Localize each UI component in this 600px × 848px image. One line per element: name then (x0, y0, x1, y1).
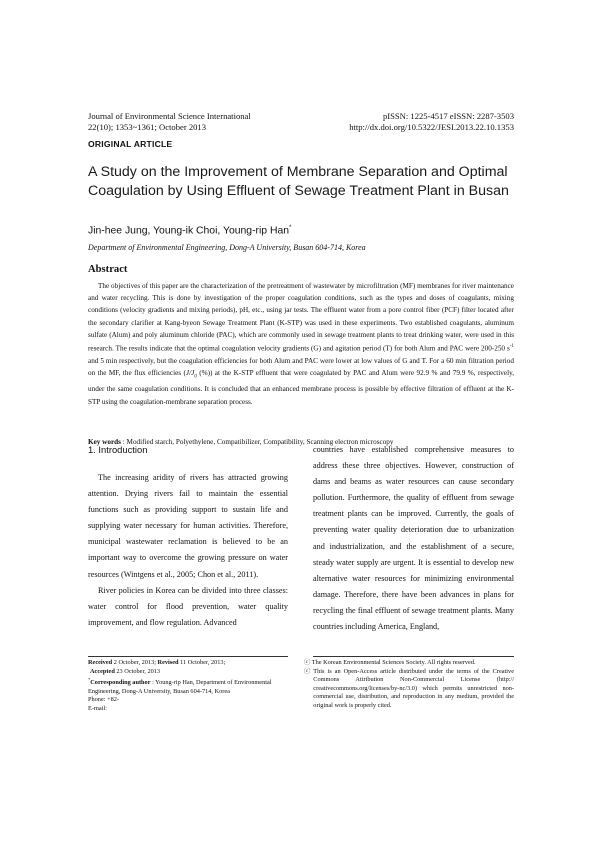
journal-name: Journal of Environmental Science International (88, 111, 251, 121)
corresponding-label: Corresponding author (90, 679, 151, 687)
journal-volume: 22(10); 1353~1361; October 2013 (88, 122, 207, 132)
abstract-text-3: (%)) at the K-STP effluent that were coagulated by PAC and Alum were 92.9 % and 79.9 %, respectively, under the same coagulation conditions. It is concluded that an enhanced membrane process is possible by effective filtration of effluent at the K-STP using the coagulation-membrane separation process. (88, 368, 514, 406)
journal-citation (88, 111, 251, 133)
abstract-heading: Abstract (88, 264, 128, 275)
footnote-divider-left (88, 656, 288, 657)
received-date: 2 October, 2013 (113, 659, 155, 666)
accepted-label: Accepted (90, 667, 115, 675)
paragraph: River policies in Korea can be divided into three classes: water control for flood prevention, water quality improvement, and flow regulation. Advanced (88, 585, 288, 627)
author-list (88, 225, 291, 236)
footnote-right (304, 659, 514, 711)
unit-superscript: -1 (509, 344, 514, 350)
corr-mark: * (88, 677, 91, 683)
accepted-date: 23 October, 2013 (116, 667, 161, 675)
paragraph: countries have established comprehensive measures to address these three objectives. However, construction of dams and beams as water resources can cause secondary pollution. Furthermore, the quality of effluent from sewage treatment plants can be improved. Currently, the goals of preventing water quality deterioration due to urbanization and industrialization, and the establishment of a secure, steady water supply are urgent. It is essential to develop new alternative water resources for minimizing environmental damage. Therefore, there have been advances in plans for recycling the final effluent of sewage treatment plants. Many countries including America, England, (313, 445, 514, 632)
keywords-text: Modified starch, Polyethylene, Compatibilizer, Compatibility, Scanning electron microscopy (126, 438, 394, 446)
issn-block (349, 111, 514, 133)
flux-subscript: 0 (194, 374, 197, 380)
author-names: Jin-hee Jung, Young-ik Choi, Young-rip Han (88, 225, 290, 237)
corresponding-text: : Young-rip Han, Department of Environmental Engineering, Dong-A University, Busan 604-714, Korea (88, 679, 272, 695)
abstract-text-1: The objectives of this paper are the characterization of the pretreatment of wastewater by microfiltration (MF) membranes for river maintenance and water recycling. This is done by investigation of the proper coagulation conditions, such as the types and doses of coagulants, mixing conditions (velocity gradients and mixing periods), pH, etc., using jar tests. The effluent water from a pore control fiber (PCF) filter located after the secondary clarifier at Kang-byeon Sewage Treatment Plant (K-STP) was used in these experiments. Two established coagulants, aluminum sulfate (Alum) and poly aluminum chloride (PAC), which are commonly used in sewage treatment plants to treat drinking water, were used in this research. The results indicate that the optimal coagulation velocity gradients (G) and agitation period (T) for both Alum and PAC were 200-250 s (88, 282, 514, 353)
right-column (313, 442, 514, 635)
revised-label: Revised (157, 659, 179, 666)
copyright-text: The Korean Environmental Sciences Society. All rights reserved. (311, 659, 476, 666)
abstract-text-2: and 5 min respectively, but the coagulation efficiencies for both Alum and PAC were lower at low values of G and T. For a 60 min filtration period on the MF, the flux efficiencies ( (88, 356, 514, 377)
revised-date: 11 October, 2013 (180, 659, 224, 666)
copyright-icon: ⓒ (304, 659, 311, 666)
keywords-sep: : (120, 438, 127, 446)
issn-text: pISSN: 1225-4517 eISSN: 2287-3503 (382, 111, 514, 121)
flux-symbol: J/J (185, 368, 195, 377)
footnote-left: Received 2 October, 2013; Revised 11 October, 2013; Accepted 23 October, 2013 *Corresponding author : Young-rip Han, Department of Environmental Engineering, Dong-A University, Busan 604-714, Korea Phone: +82- E-mail: (88, 659, 288, 714)
section-heading-introduction: 1. Introduction (88, 444, 148, 455)
article-type: ORIGINAL ARTICLE (88, 139, 173, 149)
left-column (88, 470, 288, 631)
keywords-label: Key words (88, 438, 121, 446)
creative-commons-icon: ⓒ (304, 667, 311, 675)
email[interactable]: E-mail: (88, 705, 107, 713)
footnote-divider-right (313, 656, 514, 657)
affiliation: Department of Environmental Engineering, Dong-A University, Busan 604-714, Korea (88, 243, 366, 252)
phone: Phone: +82- (88, 696, 120, 704)
license-text: This is an Open-Access article distributed under the terms of the Creative Commons Attribution Non-Commercial License (http:// creativecommons.org/licenses/by-nc/3.0) which permits unrestricted non-commercial use, distribution, and reproduction in any medium, provided the original work is properly cited. (313, 667, 514, 709)
paragraph: The increasing aridity of rivers has attracted growing attention. Drying rivers fail to maintain the essential functions such as providing support to sustain life and supplying water necessary for human activities. Therefore, municipal wastewater reclamation is believed to be an important way to overcome the growing pressure on water resources (Wintgens et al., 2005; Chon et al., 2011). (88, 473, 288, 579)
paper-title: A Study on the Improvement of Membrane Separation and Optimal Coagulation by Using Effluent of Sewage Treatment Plant in Busan (88, 164, 509, 199)
corresponding-mark: * (289, 225, 292, 231)
doi-link[interactable]: http://dx.doi.org/10.5322/JESI.2013.22.10.1353 (349, 122, 514, 132)
abstract-body (88, 280, 514, 408)
received-label: Received (88, 659, 113, 666)
